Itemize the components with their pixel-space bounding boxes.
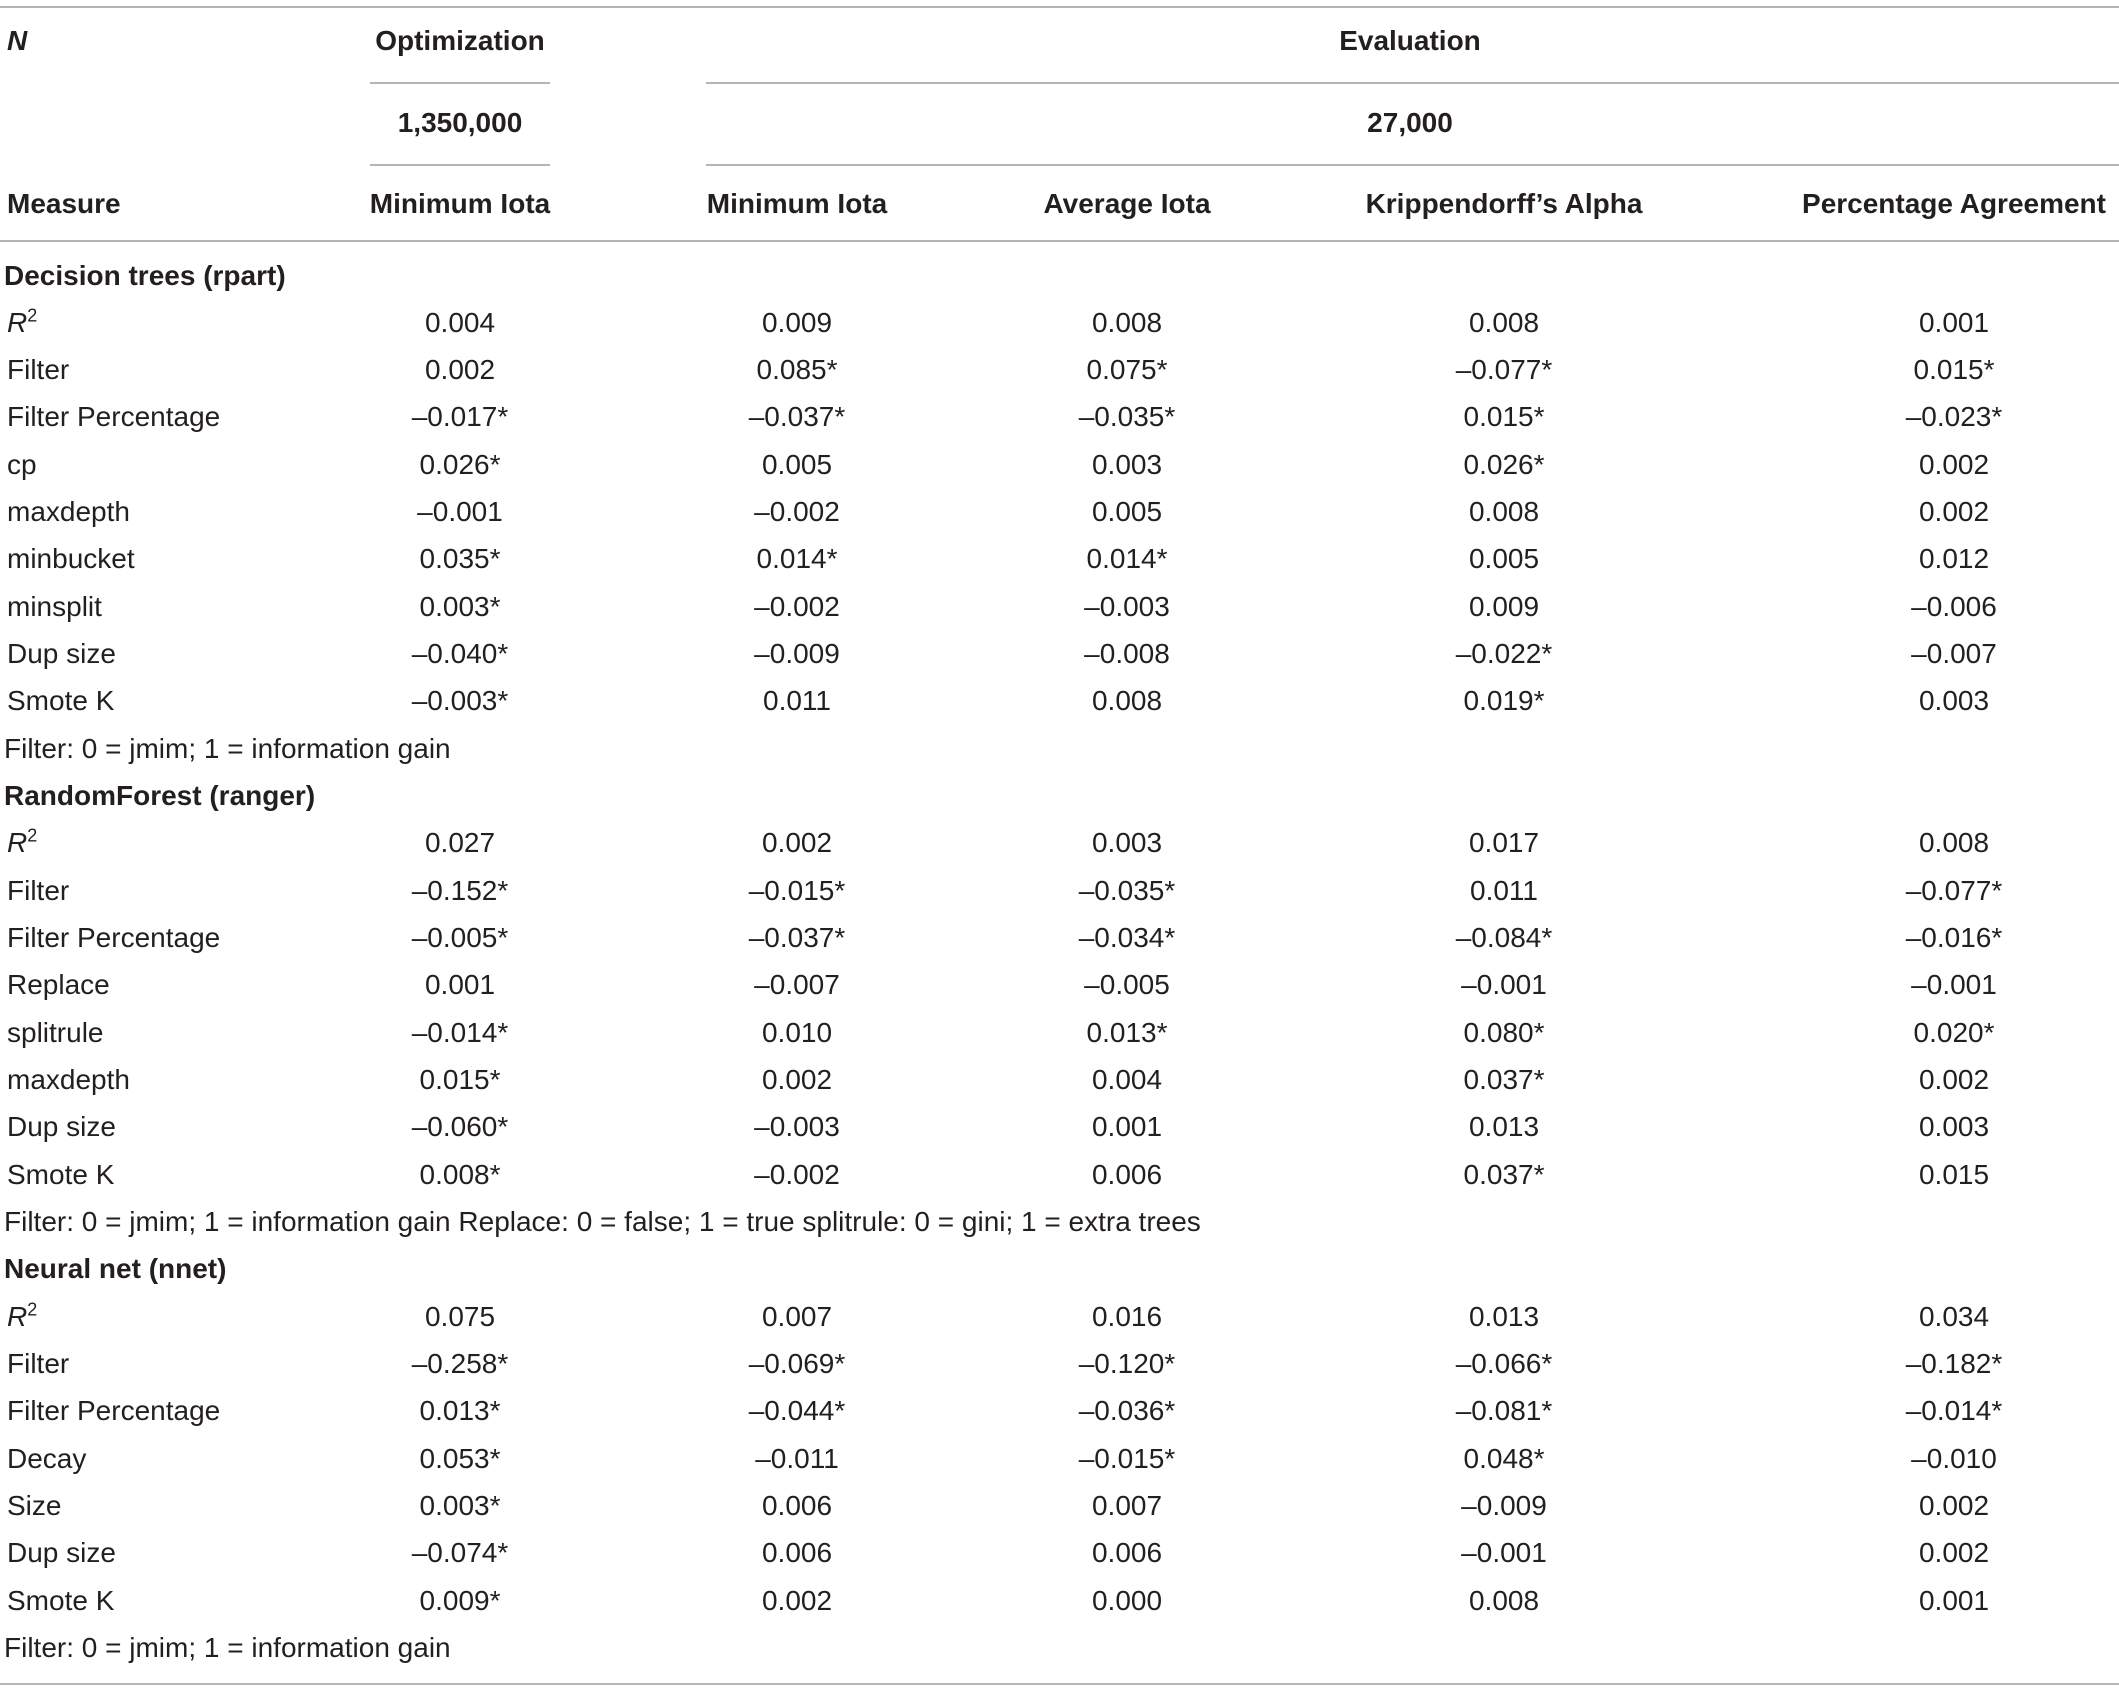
table-cell: 0.006: [1091, 1537, 1163, 1568]
table-cell: –0.007: [754, 969, 840, 1000]
section-title: Neural net (nnet): [4, 1253, 227, 1284]
row-label: Smote K: [7, 685, 115, 716]
table-cell: –0.017*: [411, 401, 509, 432]
col-header-avg-iota: Average Iota: [1043, 188, 1211, 219]
table-cell: 0.003*: [419, 591, 501, 622]
table-cell: –0.009: [1461, 1490, 1547, 1521]
table-cell: –0.258*: [411, 1348, 509, 1379]
table-cell: –0.001: [417, 496, 503, 527]
table-cell: 0.002: [1918, 1064, 1990, 1095]
table-cell: 0.002: [761, 1585, 833, 1616]
table-cell: –0.044*: [748, 1395, 846, 1426]
row-label: Replace: [7, 969, 110, 1000]
superscript: 2: [27, 1299, 38, 1320]
table-cell: 0.011: [763, 685, 831, 716]
row-label: Filter: [7, 875, 70, 906]
table-cell: –0.002: [754, 496, 840, 527]
table-cell: –0.074*: [411, 1537, 509, 1568]
row-label: Filter: [7, 1348, 70, 1379]
table-cell: 0.015*: [1913, 354, 1995, 385]
table-cell: 0.005: [761, 449, 833, 480]
table-cell: –0.009: [754, 638, 840, 669]
col-header-percentage-agreement: Percentage Agreement: [1802, 188, 2106, 219]
table-cell: 0.010: [761, 1017, 833, 1048]
table-cell: –0.077*: [1905, 875, 2003, 906]
row-label: minsplit: [7, 591, 102, 622]
row-label: cp: [7, 449, 37, 480]
table-cell: 0.008: [1468, 1585, 1540, 1616]
table-cell: 0.013*: [1086, 1017, 1168, 1048]
table-cell: 0.001: [1918, 1585, 1990, 1616]
table-cell: 0.012: [1918, 543, 1990, 574]
table-cell: –0.001: [1461, 969, 1547, 1000]
section-title: Decision trees (rpart): [4, 260, 286, 291]
table-cell: 0.003: [1918, 1111, 1990, 1142]
table-cell: –0.003*: [411, 685, 509, 716]
table-cell: 0.080*: [1463, 1017, 1545, 1048]
col-header-krippendorff: Krippendorff’s Alpha: [1365, 188, 1643, 219]
section-note: Filter: 0 = jmim; 1 = information gain Replace: 0 = false; 1 = true splitrule: 0 = gini; 1 = extra trees: [4, 1206, 1201, 1237]
col-header-eval-min-iota: Minimum Iota: [706, 188, 888, 219]
table-cell: 0.026*: [419, 449, 501, 480]
table-cell: 0.002: [1918, 1537, 1990, 1568]
table-cell: 0.008: [1468, 496, 1540, 527]
row-label: Filter: [7, 354, 70, 385]
table-cell: –0.182*: [1905, 1348, 2003, 1379]
table-cell: 0.007: [761, 1301, 833, 1332]
table-cell: 0.006: [761, 1537, 833, 1568]
evaluation-label: Evaluation: [1339, 25, 1481, 56]
table-cell: 0.008: [1468, 307, 1540, 338]
table-cell: 0.002: [761, 1064, 833, 1095]
table-cell: –0.023*: [1905, 401, 2003, 432]
table-cell: 0.008: [1091, 685, 1163, 716]
table-cell: 0.003: [1918, 685, 1990, 716]
section-title: RandomForest (ranger): [4, 780, 316, 811]
table-cell: –0.120*: [1078, 1348, 1176, 1379]
table-cell: 0.005: [1091, 496, 1163, 527]
section-note: Filter: 0 = jmim; 1 = information gain: [4, 733, 451, 764]
table-cell: –0.035*: [1078, 875, 1176, 906]
top-rule: [0, 6, 2119, 8]
table-cell: –0.066*: [1455, 1348, 1553, 1379]
table-cell: 0.034: [1918, 1301, 1990, 1332]
table-cell: 0.037*: [1463, 1064, 1545, 1095]
row-label: maxdepth: [7, 496, 130, 527]
table-cell: 0.035*: [419, 543, 501, 574]
table-cell: –0.008: [1084, 638, 1170, 669]
table-cell: 0.015: [1918, 1159, 1990, 1190]
row-label-text: R: [7, 1301, 28, 1332]
table-cell: 0.007: [1091, 1490, 1163, 1521]
optimization-n: 1,350,000: [397, 107, 523, 138]
table-cell: –0.002: [754, 1159, 840, 1190]
table-cell: 0.004: [1091, 1064, 1163, 1095]
table-cell: –0.005: [1084, 969, 1170, 1000]
table-cell: 0.037*: [1463, 1159, 1545, 1190]
table-cell: 0.008: [1918, 827, 1990, 858]
table-cell: –0.006: [1911, 591, 1997, 622]
row-label: Dup size: [7, 638, 116, 669]
table-cell: 0.011: [1470, 875, 1538, 906]
table-cell: 0.001: [424, 969, 496, 1000]
table-cell: 0.015*: [1463, 401, 1545, 432]
table-cell: 0.085*: [756, 354, 838, 385]
table-cell: 0.019*: [1463, 685, 1545, 716]
row-label: Smote K: [7, 1585, 115, 1616]
table-cell: –0.003: [754, 1111, 840, 1142]
table-cell: 0.004: [424, 307, 496, 338]
table-cell: 0.053*: [419, 1443, 501, 1474]
table-cell: 0.075*: [1086, 354, 1168, 385]
table-cell: 0.002: [1918, 1490, 1990, 1521]
table-cell: 0.017: [1468, 827, 1540, 858]
table-cell: 0.001: [1091, 1111, 1163, 1142]
superscript: 2: [27, 305, 38, 326]
table-cell: –0.084*: [1455, 922, 1553, 953]
table-cell: 0.020*: [1913, 1017, 1995, 1048]
evaluation-n: 27,000: [1367, 107, 1453, 138]
table-cell: 0.000: [1091, 1585, 1163, 1616]
table-cell: –0.036*: [1078, 1395, 1176, 1426]
row-label: Dup size: [7, 1111, 116, 1142]
row-label: Filter Percentage: [7, 922, 221, 953]
table-cell: 0.006: [761, 1490, 833, 1521]
row-label: Size: [7, 1490, 62, 1521]
row-label-text: R: [7, 307, 28, 338]
table-cell: –0.007: [1911, 638, 1997, 669]
table-cell: –0.001: [1911, 969, 1997, 1000]
table-cell: 0.016: [1091, 1301, 1163, 1332]
table-cell: 0.009: [761, 307, 833, 338]
table-cell: 0.014*: [756, 543, 838, 574]
table-cell: 0.027: [424, 827, 496, 858]
table-cell: –0.003: [1084, 591, 1170, 622]
table-cell: 0.075: [424, 1301, 496, 1332]
row-label: Decay: [7, 1443, 87, 1474]
table-cell: 0.003: [1091, 827, 1163, 858]
table-cell: –0.002: [754, 591, 840, 622]
table-cell: –0.014*: [1905, 1395, 2003, 1426]
table-cell: 0.013: [1468, 1111, 1540, 1142]
bottom-rule: [0, 1683, 2119, 1685]
optimization-label: Optimization: [375, 25, 545, 56]
table-cell: 0.048*: [1463, 1443, 1545, 1474]
row-label: maxdepth: [7, 1064, 130, 1095]
table-cell: 0.009: [1468, 591, 1540, 622]
table-cell: –0.060*: [411, 1111, 509, 1142]
table-cell: 0.015*: [419, 1064, 501, 1095]
table-cell: 0.002: [1918, 496, 1990, 527]
table-cell: –0.005*: [411, 922, 509, 953]
row-label-text: R: [7, 827, 28, 858]
measure-label: Measure: [7, 188, 121, 219]
row-label: [7, 1300, 37, 1334]
table-cell: –0.037*: [748, 401, 846, 432]
table-cell: 0.002: [424, 354, 496, 385]
table-cell: 0.003: [1091, 449, 1163, 480]
evaluation-underline: [706, 82, 2119, 84]
row-label: [7, 306, 37, 340]
table-cell: –0.069*: [748, 1348, 846, 1379]
table-cell: –0.011: [755, 1443, 839, 1474]
n-label: N: [7, 25, 28, 56]
table-cell: –0.035*: [1078, 401, 1176, 432]
table-cell: –0.152*: [411, 875, 509, 906]
optimization-underline: [370, 82, 550, 84]
table-cell: –0.022*: [1455, 638, 1553, 669]
row-label: splitrule: [7, 1017, 104, 1048]
row-label: [7, 826, 37, 860]
evaluation-n-underline: [706, 164, 2119, 166]
table-cell: 0.026*: [1463, 449, 1545, 480]
row-label: Filter Percentage: [7, 1395, 221, 1426]
table-cell: –0.081*: [1455, 1395, 1553, 1426]
table-cell: 0.014*: [1086, 543, 1168, 574]
table-cell: 0.009*: [419, 1585, 501, 1616]
table-cell: –0.014*: [411, 1017, 509, 1048]
table-cell: 0.002: [761, 827, 833, 858]
table-cell: –0.010: [1911, 1443, 1997, 1474]
superscript: 2: [27, 825, 38, 846]
table-cell: –0.001: [1461, 1537, 1547, 1568]
table-cell: –0.034*: [1078, 922, 1176, 953]
table-cell: –0.015*: [1078, 1443, 1176, 1474]
row-label: Smote K: [7, 1159, 115, 1190]
table-cell: 0.001: [1918, 307, 1990, 338]
table-cell: 0.008: [1091, 307, 1163, 338]
table-cell: –0.077*: [1455, 354, 1553, 385]
table-cell: –0.037*: [748, 922, 846, 953]
header-rule: [0, 240, 2119, 242]
table-cell: 0.002: [1918, 449, 1990, 480]
table-cell: 0.013: [1468, 1301, 1540, 1332]
section-note: Filter: 0 = jmim; 1 = information gain: [4, 1632, 451, 1663]
table-cell: 0.006: [1091, 1159, 1163, 1190]
row-label: minbucket: [7, 543, 135, 574]
col-header-opt-min-iota: Minimum Iota: [369, 188, 551, 219]
table-cell: 0.008*: [419, 1159, 501, 1190]
table-cell: 0.003*: [419, 1490, 501, 1521]
table-cell: –0.016*: [1905, 922, 2003, 953]
table-cell: 0.013*: [419, 1395, 501, 1426]
table-cell: –0.040*: [411, 638, 509, 669]
table-cell: –0.015*: [748, 875, 846, 906]
row-label: Dup size: [7, 1537, 116, 1568]
optimization-n-underline: [370, 164, 550, 166]
row-label: Filter Percentage: [7, 401, 221, 432]
table-cell: 0.005: [1468, 543, 1540, 574]
